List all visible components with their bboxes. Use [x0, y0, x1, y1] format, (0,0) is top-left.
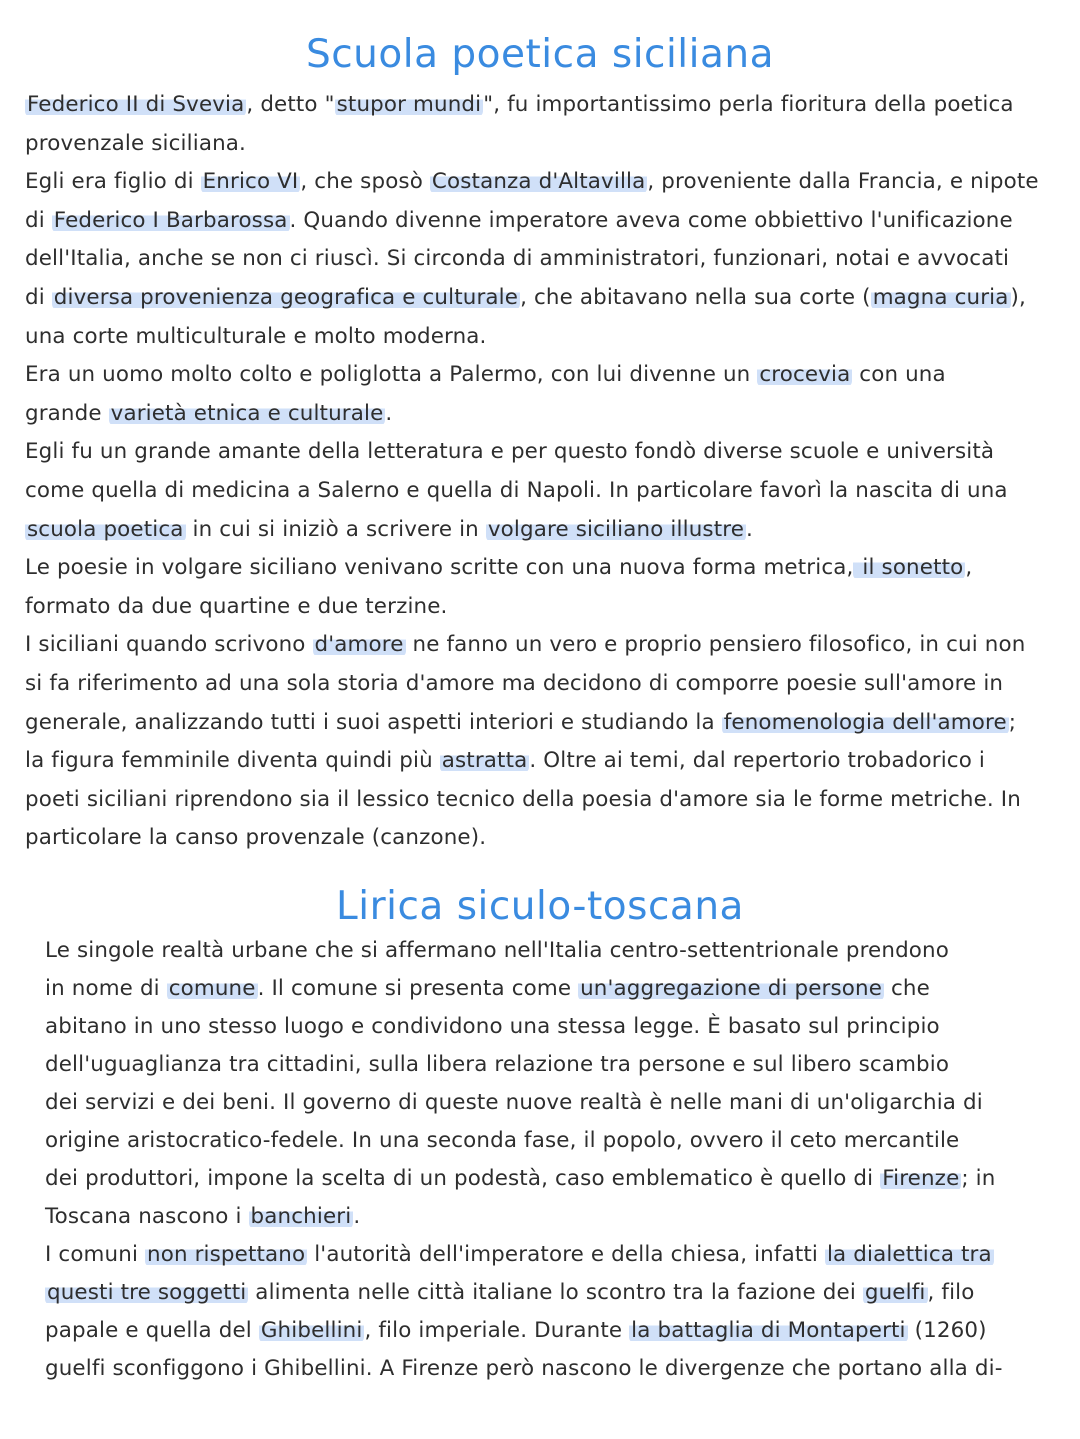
- highlighted-text: Firenze: [882, 1166, 960, 1191]
- text-segment: origine aristocratico-fedele. In una seconda fase, il popolo, ovvero il ceto mercantile: [45, 1128, 960, 1153]
- text-segment: ; in: [961, 1166, 996, 1191]
- text-segment: dell'uguaglianza tra cittadini, sulla libera relazione tra persone e sul libero scambio: [45, 1052, 950, 1077]
- text-segment: una corte multiculturale e molto moderna.: [25, 323, 487, 349]
- text-segment: .: [353, 1204, 361, 1229]
- text-line: [25, 708, 1016, 738]
- text-segment: dell'Italia, anche se non ci riuscì. Si circonda di amministratori, funzionari, notai e avvocati: [25, 246, 1010, 272]
- text-segment: dei servizi e dei beni. Il governo di queste nuove realtà è nelle mani di un'oligarchia di: [45, 1090, 983, 1115]
- text-line: [45, 936, 949, 966]
- text-line: [25, 129, 246, 159]
- highlighted-text: scuola poetica: [27, 516, 184, 542]
- highlighted-text: banchieri: [250, 1204, 352, 1229]
- text-segment: , filo: [927, 1280, 975, 1305]
- text-line: [25, 823, 486, 853]
- highlighted-text: guelfi: [864, 1280, 926, 1305]
- text-segment: . Quando divenne imperatore aveva come obbiettivo l'unificazione: [289, 207, 1013, 233]
- text-segment: ;: [1008, 709, 1017, 735]
- text-segment: Egli era figlio di: [25, 169, 201, 195]
- text-line: [45, 1164, 995, 1194]
- text-line: [25, 476, 1008, 506]
- highlighted-text: astratta: [441, 748, 528, 774]
- section-title-scuola-siciliana: Scuola poetica siciliana: [305, 32, 774, 77]
- text-line: [45, 1240, 994, 1270]
- text-segment: I comuni: [45, 1242, 145, 1267]
- text-line: [25, 553, 972, 583]
- text-line: [25, 630, 1025, 660]
- text-segment: Egli fu un grande amante della letteratura e per questo fondò diverse scuole e università: [25, 439, 995, 465]
- text-line: [25, 90, 1014, 120]
- highlighted-text: Enrico VI: [202, 169, 299, 195]
- highlighted-text: fenomenologia dell'amore: [723, 709, 1007, 735]
- text-line: [25, 515, 753, 545]
- text-segment: in nome di: [45, 976, 167, 1001]
- text-segment: (1260): [907, 1318, 987, 1343]
- text-segment: di: [25, 285, 52, 310]
- text-segment: generale, analizzando tutti i suoi aspetti interiori e studiando la: [25, 709, 722, 735]
- text-line: [45, 1012, 940, 1042]
- text-line: [25, 167, 1039, 197]
- text-segment: , proveniente dalla Francia, e nipote: [647, 169, 1039, 195]
- highlighted-text: crocevia: [759, 362, 851, 388]
- text-line: [25, 399, 392, 429]
- text-segment: dei produttori, impone la scelta di un podestà, caso emblematico è quello di: [45, 1166, 881, 1191]
- text-segment: Toscana nascono i: [45, 1204, 249, 1229]
- text-segment: provenzale siciliana.: [25, 130, 247, 156]
- text-line: [25, 283, 1026, 313]
- text-line: [45, 1088, 983, 1118]
- highlighted-text: Ghibellini: [260, 1318, 363, 1343]
- text-segment: , filo imperiale. Durante: [364, 1318, 630, 1343]
- highlighted-text: la dialettica tra: [826, 1242, 992, 1267]
- text-line: [25, 437, 994, 467]
- text-line: [45, 1126, 959, 1156]
- section-title-lirica-siculo-toscana: Lirica siculo-toscana: [336, 884, 744, 929]
- text-segment: come quella di medicina a Salerno e quella di Napoli. In particolare favorì la nascita di una: [25, 478, 1008, 503]
- text-line: [25, 592, 448, 622]
- highlighted-text: Costanza d'Altavilla: [431, 169, 646, 195]
- text-segment: . Oltre ai temi, dal repertorio trobadorico i: [529, 748, 985, 774]
- highlighted-text: Federico II di Svevia: [27, 92, 245, 117]
- text-segment: , detto ": [246, 92, 335, 117]
- text-line: [45, 1202, 360, 1232]
- text-line: [25, 244, 1009, 274]
- highlighted-text: stupor mundi: [336, 92, 482, 117]
- text-line: [25, 360, 946, 390]
- text-segment: l'autorità dell'imperatore e della chiesa, infatti: [307, 1242, 825, 1267]
- text-segment: particolare la canso provenzale (canzone).: [25, 825, 487, 851]
- text-segment: grande: [25, 400, 109, 426]
- highlighted-text: d'amore: [314, 632, 404, 658]
- text-segment: alimenta nelle città italiane lo scontro tra la fazione dei: [248, 1280, 863, 1305]
- highlighted-text: Federico I Barbarossa: [53, 207, 288, 233]
- highlighted-text: volgare siciliano illustre: [487, 516, 745, 542]
- highlighted-text: varietà etnica e culturale: [110, 400, 384, 426]
- text-line: [25, 746, 985, 776]
- text-line: [25, 322, 486, 352]
- highlighted-text: questi tre soggetti: [47, 1280, 247, 1305]
- highlighted-text: diversa provenienza geografica e culturale: [53, 285, 519, 310]
- text-segment: ,: [965, 555, 973, 581]
- text-segment: ne fanno un vero e proprio pensiero filosofico, in cui non: [405, 632, 1026, 658]
- text-segment: . Il comune si presenta come: [257, 976, 579, 1001]
- text-segment: , che sposò: [300, 169, 430, 195]
- text-segment: che: [884, 976, 930, 1001]
- text-segment: si fa riferimento ad una sola storia d'amore ma decidono di comporre poesie sull'amore in: [25, 671, 1004, 696]
- text-line: [45, 1278, 975, 1308]
- highlighted-text: la battaglia di Montaperti: [631, 1318, 906, 1343]
- text-segment: abitano in uno stesso luogo e condividono una stessa legge. È basato sul principio: [45, 1014, 940, 1039]
- highlighted-text: non rispettano: [147, 1242, 306, 1267]
- text-line: [25, 669, 1003, 699]
- text-segment: formato da due quartine e due terzine.: [25, 593, 448, 619]
- highlighted-text: un'aggregazione di persone: [580, 976, 882, 1001]
- text-line: [45, 974, 930, 1004]
- text-segment: Era un uomo molto colto e poliglotta a Palermo, con lui divenne un: [25, 362, 758, 388]
- text-line: [25, 206, 1013, 236]
- highlighted-text: comune: [168, 976, 256, 1001]
- text-segment: Le singole realtà urbane che si affermano nell'Italia centro-settentrionale prendono: [45, 938, 949, 963]
- text-segment: guelfi sconfiggono i Ghibellini. A Firenze però nascono le divergenze che portano alla di-: [45, 1356, 1003, 1381]
- text-segment: ),: [1010, 285, 1026, 310]
- highlighted-text: magna curia: [872, 285, 1009, 310]
- text-segment: in cui si iniziò a scrivere in: [185, 516, 486, 542]
- text-line: [45, 1316, 987, 1346]
- text-line: [45, 1050, 949, 1080]
- text-segment: .: [746, 516, 753, 542]
- text-line: [25, 785, 1021, 815]
- text-segment: ", fu importantissimo perla fioritura della poetica: [483, 92, 1014, 117]
- text-segment: con una: [852, 362, 946, 388]
- text-segment: di: [25, 207, 52, 233]
- text-line: [45, 1354, 1003, 1384]
- text-segment: papale e quella del: [45, 1318, 259, 1343]
- text-segment: la figura femminile diventa quindi più: [25, 748, 440, 774]
- text-segment: Le poesie in volgare siciliano venivano scritte con una nuova forma metrica,: [25, 555, 854, 581]
- text-segment: .: [385, 400, 393, 426]
- text-segment: , che abitavano nella sua corte (: [520, 285, 871, 310]
- text-segment: I siciliani quando scrivono: [25, 632, 313, 658]
- text-segment: poeti siciliani riprendono sia il lessico tecnico della poesia d'amore sia le forme metriche. In: [25, 786, 1021, 812]
- highlighted-text: il sonetto: [855, 555, 964, 581]
